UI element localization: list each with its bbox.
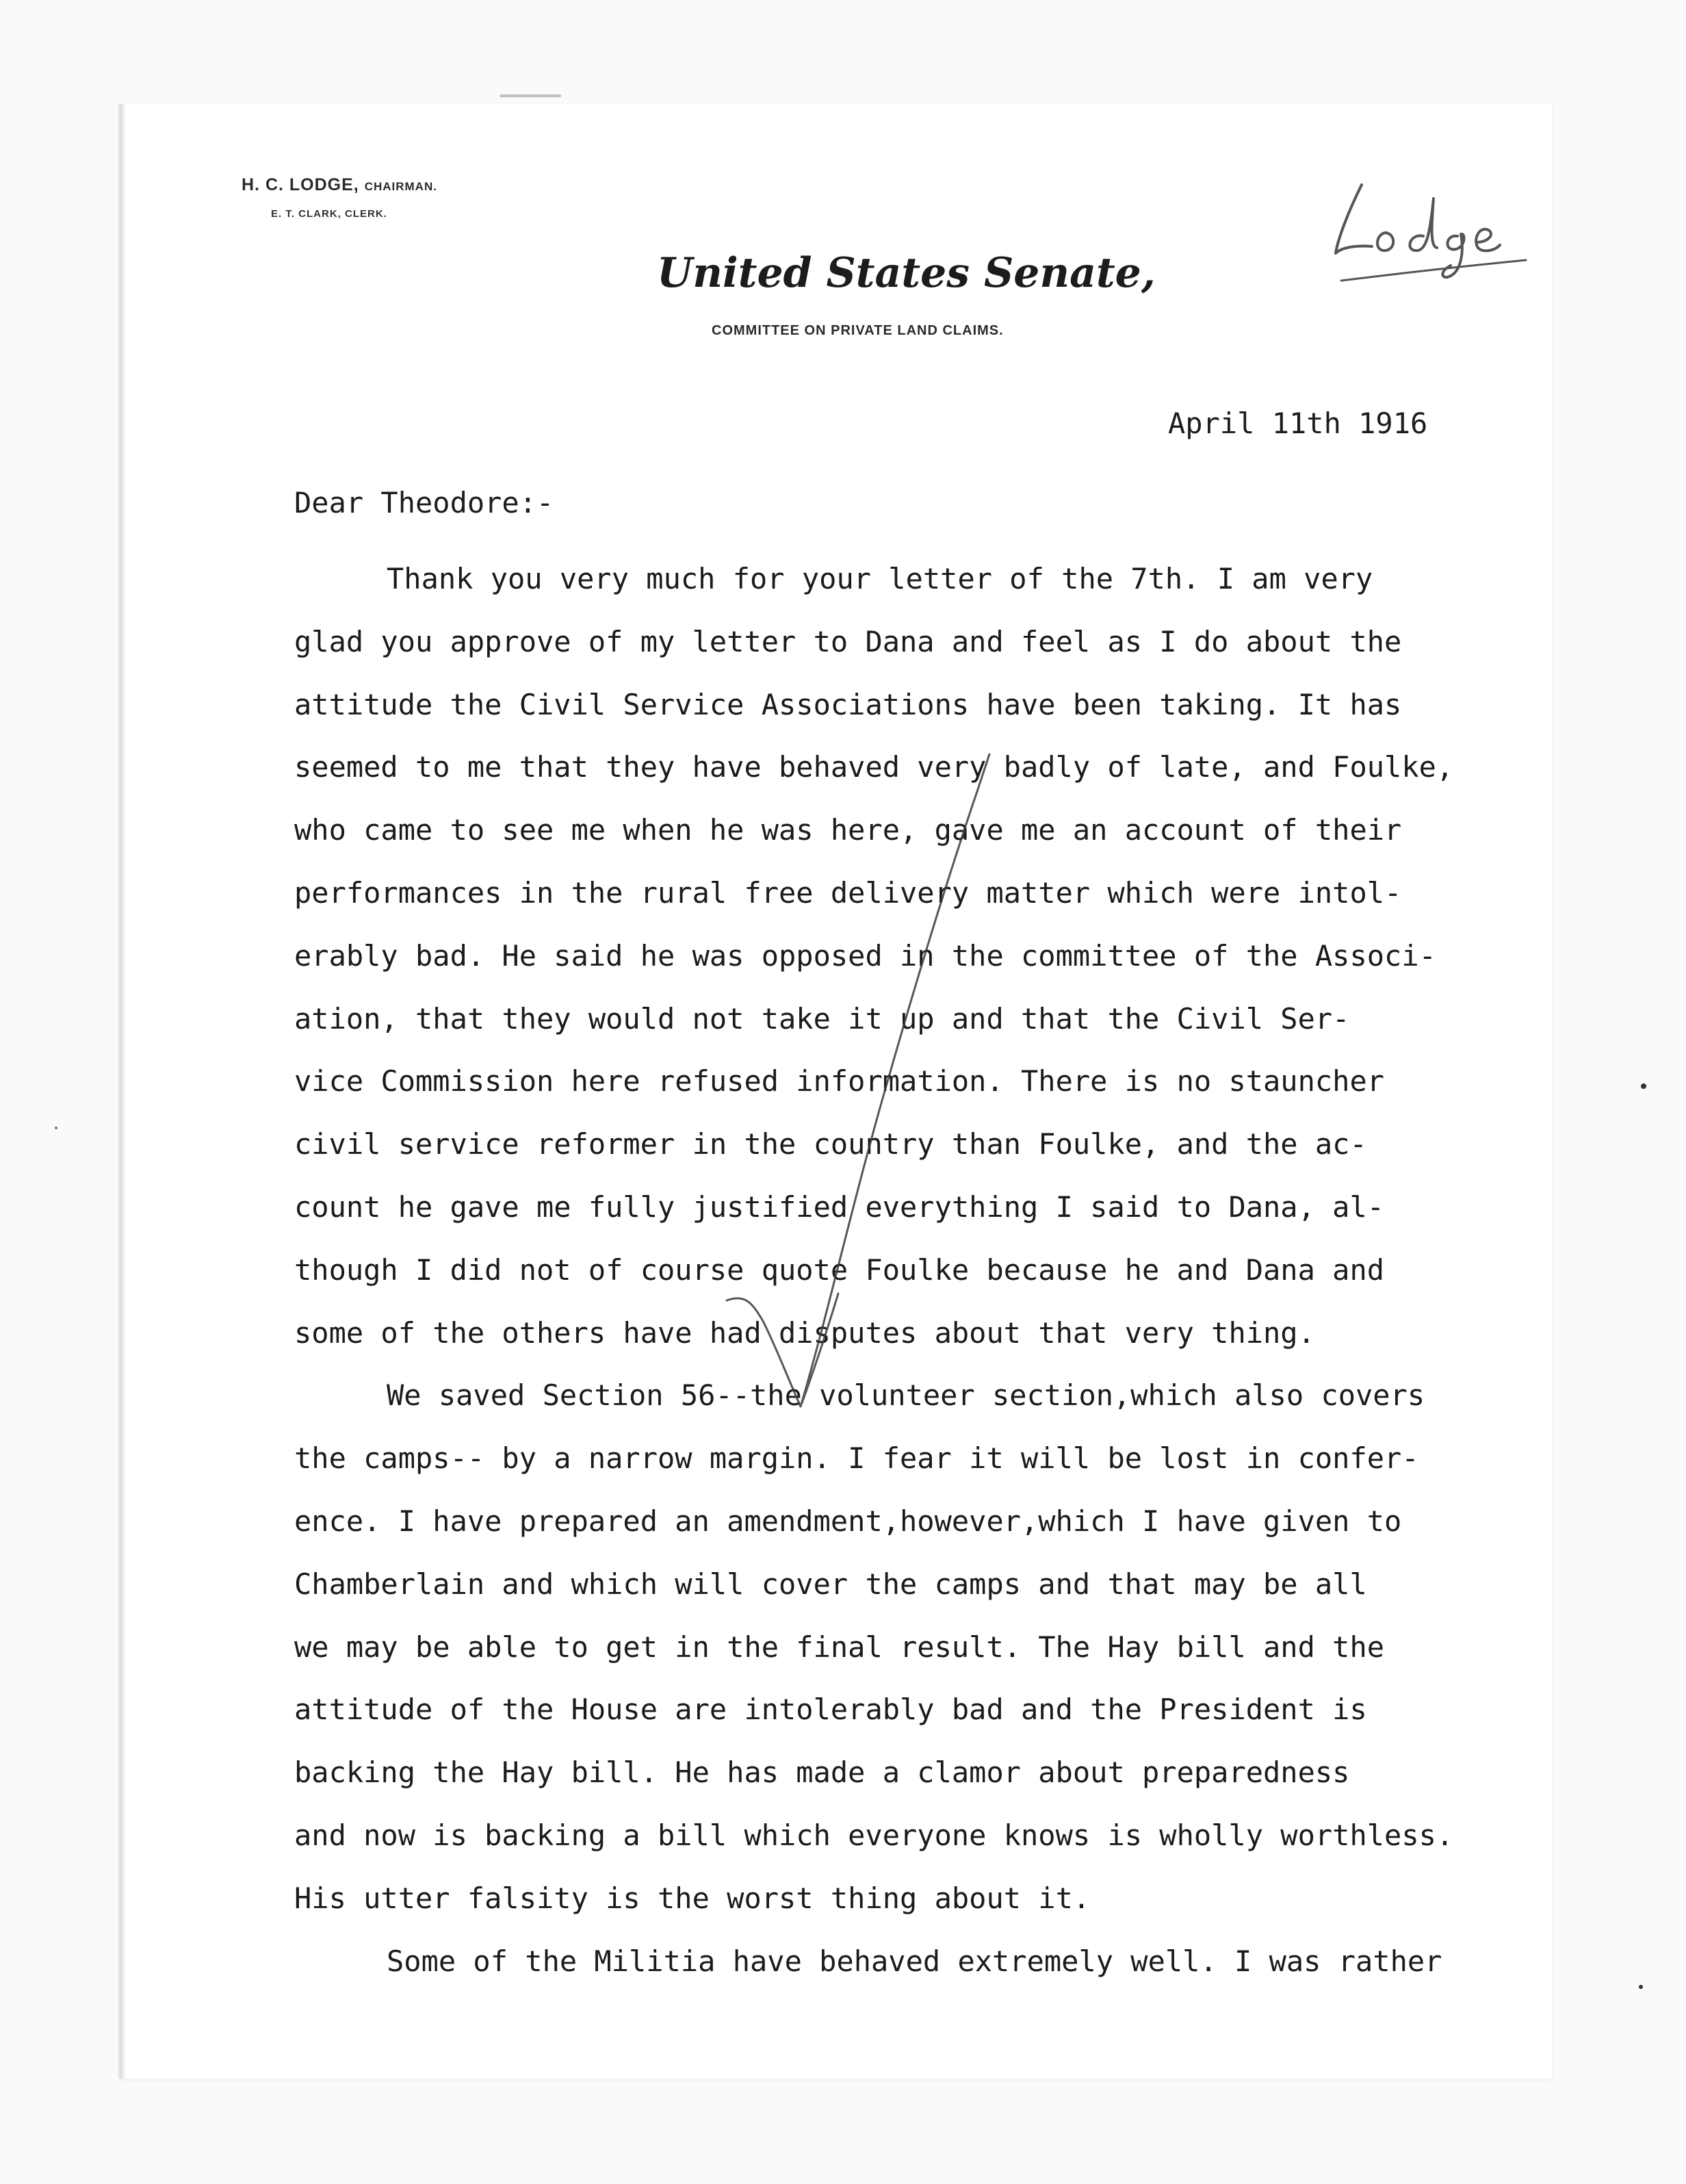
letter-date: April 11th 1916: [1168, 407, 1428, 440]
scan-speck: [55, 1127, 57, 1129]
salutation: Dear Theodore:-: [294, 486, 554, 519]
body-line: and now is backing a bill which everyone knows is wholly worthless.: [294, 1818, 1454, 1852]
body-line: His utter falsity is the worst thing about it.: [294, 1881, 1091, 1915]
body-line: erably bad. He said he was opposed in the committee of the Associ-: [294, 938, 1436, 973]
body-line: ation, that they would not take it up and that the Civil Ser-: [294, 1001, 1350, 1036]
letter-body: [294, 548, 1526, 1992]
body-line: backing the Hay bill. He has made a clamor about preparedness: [294, 1756, 1350, 1790]
chairman-name: H. C. LODGE,: [242, 175, 359, 194]
letterhead-chairman: [242, 175, 437, 195]
body-line: Chamberlain and which will cover the camps and that may be all: [294, 1567, 1367, 1601]
body-line: ence. I have prepared an amendment,however,which I have given to: [294, 1504, 1402, 1538]
body-line: civil service reformer in the country than Foulke, and the ac-: [294, 1127, 1367, 1161]
body-line: the camps-- by a narrow margin. I fear it will be lost in confer-: [294, 1441, 1419, 1476]
body-line: we may be able to get in the final result. The Hay bill and the: [294, 1630, 1385, 1664]
body-line: seemed to me that they have behaved very badly of late, and Foulke,: [294, 750, 1454, 784]
scan-speck: [1639, 1985, 1643, 1989]
body-line: who came to see me when he was here, gave me an account of their: [294, 813, 1402, 847]
body-line: some of the others have had disputes about that very thing.: [294, 1315, 1315, 1350]
scan-speck: [1641, 1083, 1646, 1089]
body-line: attitude the Civil Service Associations have been taking. It has: [294, 687, 1402, 721]
body-line: Thank you very much for your letter of the 7th. I am very: [387, 562, 1373, 595]
body-line: glad you approve of my letter to Dana and feel as I do about the: [294, 624, 1402, 658]
body-line: count he gave me fully justified everything I said to Dana, al-: [294, 1190, 1385, 1224]
letterhead-title: United States Senate,: [657, 249, 1156, 297]
handwritten-signature: [1321, 171, 1540, 287]
chairman-role: CHAIRMAN.: [364, 180, 437, 193]
page-edge-shadow: [120, 104, 127, 2079]
scan-mark: [500, 94, 561, 97]
body-line: Some of the Militia have behaved extremely well. I was rather: [387, 1944, 1442, 1978]
body-line: attitude of the House are intolerably bad and the President is: [294, 1693, 1367, 1727]
body-line: performances in the rural free delivery matter which were intol-: [294, 875, 1402, 910]
body-line: vice Commission here refused information. There is no stauncher: [294, 1064, 1385, 1099]
letterhead-committee: COMMITTEE ON PRIVATE LAND CLAIMS.: [712, 323, 1004, 338]
body-line: We saved Section 56--the volunteer section,which also covers: [387, 1378, 1425, 1413]
body-line: though I did not of course quote Foulke because he and Dana and: [294, 1252, 1385, 1287]
letterhead-clerk: E. T. CLARK, CLERK.: [271, 208, 387, 220]
